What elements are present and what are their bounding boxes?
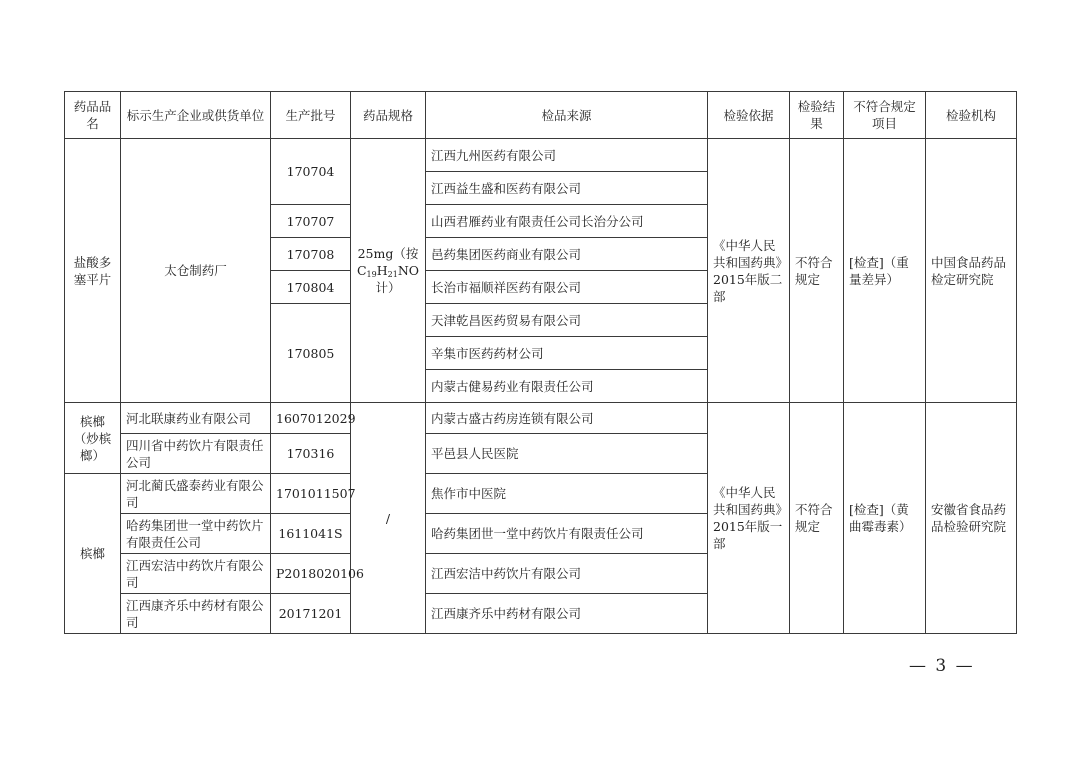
drug-name-cell: 槟榔（炒槟榔）: [65, 403, 121, 474]
header-row: [65, 92, 1017, 139]
maker-cell: 哈药集团世一堂中药饮片有限责任公司: [121, 514, 271, 554]
source-cell: 江西益生盛和医药有限公司: [426, 172, 708, 205]
batch-cell: 1701011507: [271, 474, 351, 514]
source-cell: 辛集市医药药材公司: [426, 337, 708, 370]
source-cell: 山西君雁药业有限责任公司长治分公司: [426, 205, 708, 238]
source-cell: 江西九州医药有限公司: [426, 139, 708, 172]
source-cell: 内蒙古盛古药房连锁有限公司: [426, 403, 708, 434]
source-cell: 邑药集团医药商业有限公司: [426, 238, 708, 271]
header-drug-name: 药品品名: [65, 92, 121, 139]
source-cell: 长治市福顺祥医药有限公司: [426, 271, 708, 304]
source-cell: 哈药集团世一堂中药饮片有限责任公司: [426, 514, 708, 554]
batch-cell: 170704: [271, 139, 351, 205]
drug-name-cell: 槟榔: [65, 474, 121, 634]
batch-cell: 170707: [271, 205, 351, 238]
header-agency: 检验机构: [926, 92, 1017, 139]
spec-cell: 25mg（按$C_{19}H_{21}NO$计）: [351, 139, 426, 403]
batch-cell: 170316: [271, 434, 351, 474]
header-failed-item: 不符合规定项目: [844, 92, 926, 139]
maker-cell: 江西宏洁中药饮片有限公司: [121, 554, 271, 594]
source-cell: 平邑县人民医院: [426, 434, 708, 474]
source-cell: 焦作市中医院: [426, 474, 708, 514]
maker-cell: 太仓制药厂: [121, 139, 271, 403]
page-number: — 3 —: [909, 656, 975, 676]
source-cell: 江西宏洁中药饮片有限公司: [426, 554, 708, 594]
source-cell: 江西康齐乐中药材有限公司: [426, 594, 708, 634]
agency-cell: 安徽省食品药品检验研究院: [926, 403, 1017, 634]
header-basis: 检验依据: [708, 92, 790, 139]
inspection-table: [64, 91, 1017, 634]
batch-cell: 1611041S: [271, 514, 351, 554]
maker-cell: 江西康齐乐中药材有限公司: [121, 594, 271, 634]
failed-item-cell: [检查]（黄曲霉毒素）: [844, 403, 926, 634]
batch-cell: 170708: [271, 238, 351, 271]
batch-cell: P2018020106: [271, 554, 351, 594]
maker-cell: 河北蔺氏盛泰药业有限公司: [121, 474, 271, 514]
header-batch: 生产批号: [271, 92, 351, 139]
header-maker: 标示生产企业或供货单位: [121, 92, 271, 139]
table-row: [65, 139, 1017, 172]
maker-cell: 四川省中药饮片有限责任公司: [121, 434, 271, 474]
source-cell: 内蒙古健易药业有限责任公司: [426, 370, 708, 403]
batch-cell: 170804: [271, 271, 351, 304]
header-spec: 药品规格: [351, 92, 426, 139]
agency-cell: 中国食品药品检定研究院: [926, 139, 1017, 403]
table-row: [65, 403, 1017, 434]
basis-cell: 《中华人民共和国药典》2015年版一部: [708, 403, 790, 634]
maker-cell: 河北联康药业有限公司: [121, 403, 271, 434]
batch-cell: 170805: [271, 304, 351, 403]
failed-item-cell: [检查]（重量差异）: [844, 139, 926, 403]
header-source: 检品来源: [426, 92, 708, 139]
batch-cell: 20171201: [271, 594, 351, 634]
result-cell: 不符合规定: [790, 139, 844, 403]
header-result: 检验结果: [790, 92, 844, 139]
source-cell: 天津乾昌医药贸易有限公司: [426, 304, 708, 337]
batch-cell: 1607012029: [271, 403, 351, 434]
basis-cell: 《中华人民共和国药典》2015年版二部: [708, 139, 790, 403]
result-cell: 不符合规定: [790, 403, 844, 634]
drug-name-cell: 盐酸多塞平片: [65, 139, 121, 403]
spec-cell: /: [351, 403, 426, 634]
